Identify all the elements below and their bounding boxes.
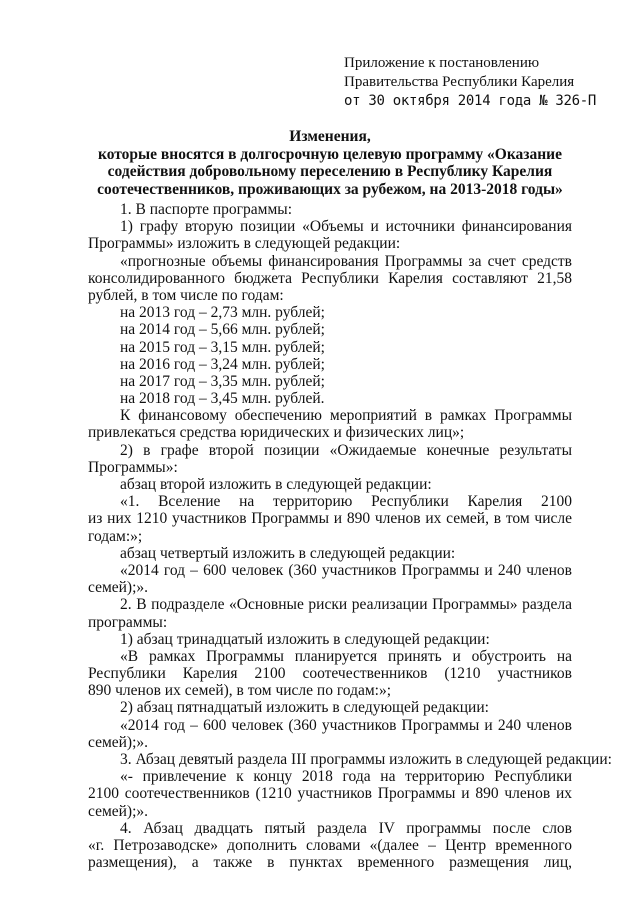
- text-line: семей);».: [88, 733, 149, 751]
- appendix-date-line: от 30 октября 2014 года № 326-П: [344, 93, 596, 109]
- title-line: которые вносятся в долгосрочную целевую программу «Оказание: [97, 145, 562, 163]
- title-line: соотечественников, проживающих за рубежом, на 2013-2018 годы»: [97, 180, 563, 198]
- text-line: 890 членов их семей), в том числе по годам:»;: [88, 682, 392, 700]
- text-line: «В рамках Программы планируется принять и обустроить на: [120, 647, 572, 665]
- text-line: консолидированного бюджета Республики Карелия составляют 21,58: [88, 269, 572, 287]
- appendix-line: Приложение к постановлению: [344, 55, 540, 71]
- text-line: абзац второй изложить в следующей редакции:: [120, 476, 432, 493]
- text-line: годам:»;: [88, 527, 143, 545]
- text-line: К финансовому обеспечению мероприятий в рамках Программы: [120, 407, 572, 425]
- title-line: содействия добровольному переселению в Республику Карелия: [107, 163, 553, 180]
- text-line: «2014 год – 600 человек (360 участников Программы и 240 членов: [120, 716, 572, 734]
- text-line: абзац четвертый изложить в следующей редакции:: [120, 544, 456, 562]
- document-body: [88, 201, 612, 872]
- text-line: Программы» изложить в следующей редакции:: [88, 235, 401, 253]
- text-line: размещения), а также в пунктах временного размещения лиц,: [88, 854, 572, 872]
- text-line: 2) абзац пятнадцатый изложить в следующей редакции:: [120, 699, 489, 717]
- text-line: привлекаться средства юридических и физических лиц»;: [88, 424, 465, 442]
- text-line: Республики Карелия 2100 соотечественников (1210 участников: [88, 665, 572, 683]
- appendix-line: Правительства Республики Карелия: [344, 74, 575, 90]
- appendix-header: [344, 54, 614, 111]
- text-line: «г. Петрозаводске» дополнить словами «(далее – Центр временного: [88, 836, 572, 854]
- text-line: «1. Вселение на территорию Республики Карелия 2100: [120, 493, 572, 511]
- text-line: 1) графу вторую позиции «Объемы и источники финансирования: [120, 218, 572, 236]
- text-line: 3. Абзац девятый раздела III программы изложить в следующей редакции:: [120, 751, 612, 768]
- text-line: рублей, в том числе по годам:: [88, 286, 284, 304]
- text-line: 2) в графе второй позиции «Ожидаемые конечные результаты: [120, 441, 572, 459]
- text-line: 2100 соотечественников (1210 участников Программы и 890 членов их: [88, 785, 572, 803]
- text-line: «- привлечение к концу 2018 года на территорию Республики: [120, 768, 572, 786]
- text-line: программы:: [88, 613, 168, 631]
- text-line: на 2015 год – 3,15 млн. рублей;: [120, 338, 325, 356]
- text-line: Программы»:: [88, 458, 178, 476]
- text-line: 2. В подразделе «Основные риски реализации Программы» раздела: [120, 596, 572, 614]
- text-line: из них 1210 участников Программы и 890 членов их семей, в том числе: [88, 510, 572, 528]
- text-line: семей);».: [88, 802, 149, 820]
- text-line: на 2014 год – 5,66 млн. рублей;: [120, 321, 325, 339]
- text-line: «2014 год – 600 человек (360 участников Программы и 240 членов: [120, 561, 572, 579]
- text-line: 1. В паспорте программы:: [120, 201, 293, 218]
- text-line: 1) абзац тринадцатый изложить в следующей редакции:: [120, 630, 490, 648]
- text-line: «прогнозные объемы финансирования Программы за счет средств: [120, 252, 572, 270]
- text-line: 4. Абзац двадцать пятый раздела IV программы после слов: [120, 819, 572, 837]
- document-title: [80, 128, 580, 198]
- text-line: на 2017 год – 3,35 млн. рублей;: [120, 372, 325, 390]
- text-line: на 2016 год – 3,24 млн. рублей;: [120, 355, 325, 373]
- text-line: на 2013 год – 2,73 млн. рублей;: [120, 304, 325, 322]
- text-line: семей);».: [88, 579, 149, 597]
- title-line: Изменения,: [289, 128, 371, 145]
- text-line: на 2018 год – 3,45 млн. рублей.: [120, 390, 325, 408]
